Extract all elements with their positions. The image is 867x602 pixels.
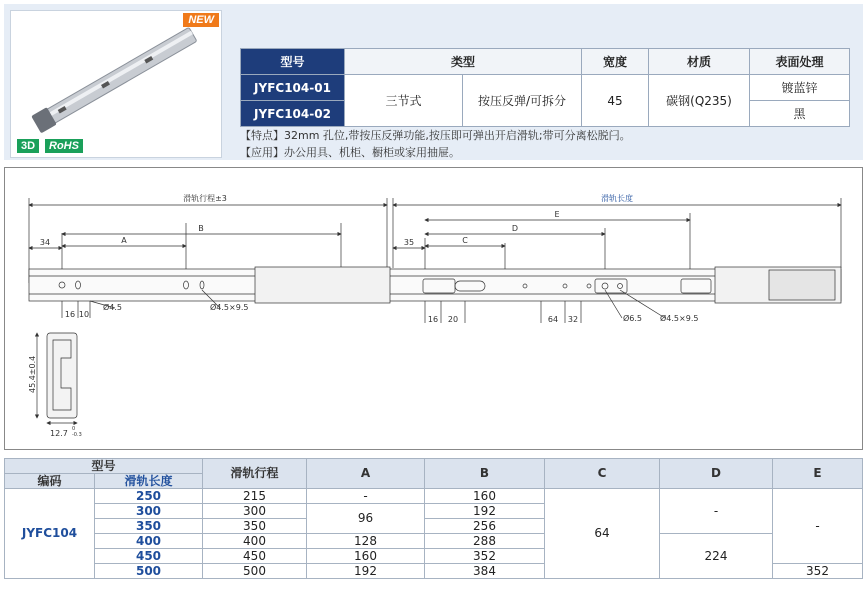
thick-tol-down: -0.3 [72,432,82,438]
dimension-table [4,458,863,579]
feature-note: 【特点】32mm 孔位,带按压反弹功能,按压即可弹出开启滑轨;带可分离松脱闩。 [240,129,631,142]
spec-model-01: JYFC104-01 [241,75,345,101]
spec-type-sections: 三节式 [345,75,463,127]
slot-label-1: Ø4.5×9.5 [210,303,249,312]
dim-c: C [462,236,468,245]
spec-header-material: 材质 [649,49,750,75]
spec-header-finish: 表面处理 [750,49,850,75]
spec-model-02: JYFC104-02 [241,101,345,127]
row-travel: 215 [203,489,307,504]
e-bottom: 352 [773,564,863,579]
height-label: 45.4±0.4 [28,355,37,393]
dim-header-travel: 滑轨行程 [203,459,307,489]
dim-b: B [198,224,204,233]
row-travel: 400 [203,534,307,549]
row-b: 352 [425,549,545,564]
travel-label: 滑轨行程±3 [183,194,227,203]
e-top: - [773,489,863,564]
table-row [5,489,863,504]
technical-drawing [4,167,863,450]
row-a: 128 [307,534,425,549]
spec-header-type: 类型 [345,49,582,75]
length-label: 滑轨长度 [601,194,633,203]
product-header-panel [4,4,863,160]
table-row [5,534,863,549]
row-a: 160 [307,549,425,564]
rohs-badge: RoHS [45,139,83,153]
new-badge: NEW [183,13,219,27]
dim-d: D [511,224,519,233]
dim-header-length: 滑轨长度 [95,474,203,489]
slide-rail-image [11,11,221,157]
d-bottom: 224 [660,534,773,579]
row-length: 400 [95,534,203,549]
dim-e: E [554,210,560,219]
dim-64: 64 [547,315,559,324]
row-a: 192 [307,564,425,579]
spec-header-model: 型号 [241,49,345,75]
drawing-canvas [5,168,862,449]
row-travel: 350 [203,519,307,534]
3d-badge: 3D [17,139,39,153]
row-travel: 500 [203,564,307,579]
dim-header-code: 编码 [5,474,95,489]
application-note: 【应用】办公用具、机柜、橱柜或家用抽屉。 [240,146,460,159]
spec-finish-blue-zinc: 镀蓝锌 [750,75,850,101]
row-b: 256 [425,519,545,534]
row-b: 384 [425,564,545,579]
spec-width: 45 [582,75,649,127]
product-photo [10,10,222,158]
row-b: 192 [425,504,545,519]
row-length: 300 [95,504,203,519]
row-travel: 300 [203,504,307,519]
spec-table [240,48,850,127]
row-b: 160 [425,489,545,504]
dim-a: A [121,236,127,245]
dim-header-e: E [773,459,863,489]
row-length: 350 [95,519,203,534]
dim-32: 32 [567,315,579,324]
dim-20: 20 [447,315,459,324]
row-b: 288 [425,534,545,549]
dim-header-d: D [660,459,773,489]
dim-header-c: C [545,459,660,489]
c-merged: 64 [545,489,660,579]
a-merged: 96 [307,504,425,534]
row-travel: 450 [203,549,307,564]
spec-header-width: 宽度 [582,49,649,75]
dim-35: 35 [403,238,415,247]
row-length: 250 [95,489,203,504]
slot-label-2: Ø4.5×9.5 [660,314,699,323]
hole-label-2: Ø6.5 [623,314,643,323]
spec-material: 碳钢(Q235) [649,75,750,127]
dim-header-model: 型号 [5,459,203,474]
dim-34: 34 [39,238,51,247]
dim-header-a: A [307,459,425,489]
thick-label: 12.7 [50,429,68,438]
row-length: 500 [95,564,203,579]
dim-code: JYFC104 [5,489,95,579]
row-length: 450 [95,549,203,564]
dim-10: 10 [78,310,90,319]
row-a: - [307,489,425,504]
spec-type-function: 按压反弹/可拆分 [463,75,582,127]
dim-16b: 16 [427,315,439,324]
spec-finish-black: 黑 [750,101,850,127]
dim-16a: 16 [64,310,76,319]
d-top: - [660,489,773,534]
dim-header-b: B [425,459,545,489]
thick-tol-up: 0 [72,426,76,432]
hole-label-1: Ø4.5 [103,303,123,312]
